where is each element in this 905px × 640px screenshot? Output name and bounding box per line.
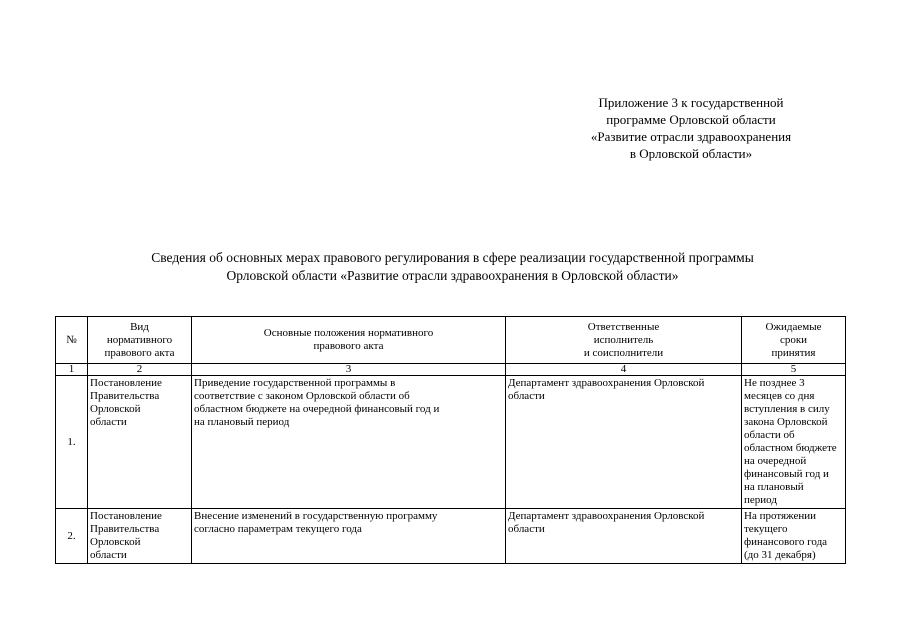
cell-line: Правительства <box>90 390 160 402</box>
header-deadline <box>742 317 846 364</box>
title-line: Орловской области «Развитие отрасли здравоохранения в Орловской области» <box>226 268 679 283</box>
cell-line: согласно параметрам текущего года <box>194 523 362 535</box>
column-number-row <box>56 364 846 376</box>
executor-cell <box>506 376 742 509</box>
provisions-cell <box>192 509 506 564</box>
cell-line: областном бюджете на очередной финансовый год и <box>194 403 440 415</box>
cell-line: Департамент здравоохранения Орловской <box>508 510 705 522</box>
header-act-type <box>88 317 192 364</box>
header-text: принятия <box>771 346 816 359</box>
cell-line: области <box>508 390 545 402</box>
header-text: исполнитель <box>593 333 654 346</box>
header-text: Ожидаемые <box>765 320 822 333</box>
cell-line: соответствие с законом Орловской области об <box>194 390 410 402</box>
header-executor <box>506 317 742 364</box>
cell-line: Орловской <box>90 536 141 548</box>
cell-line: Постановление <box>90 510 162 522</box>
header-provisions <box>192 317 506 364</box>
executor-cell <box>506 509 742 564</box>
cell-line: Орловской <box>90 403 141 415</box>
appendix-line: программе Орловской области <box>606 112 776 127</box>
cell-line: области <box>90 549 127 561</box>
cell-line: период <box>744 494 777 506</box>
cell-line: (до 31 декабря) <box>744 549 816 561</box>
cell-line: Департамент здравоохранения Орловской <box>508 377 705 389</box>
header-text: сроки <box>779 333 808 346</box>
column-number: 4 <box>506 364 742 376</box>
header-number <box>56 317 88 364</box>
cell-line: Правительства <box>90 523 160 535</box>
header-text: правового акта <box>104 346 175 359</box>
cell-line: месяцев со дня <box>744 390 815 402</box>
header-text: № <box>66 333 77 346</box>
act-type-cell <box>88 509 192 564</box>
column-number: 2 <box>88 364 192 376</box>
cell-line: Не позднее 3 <box>744 377 805 389</box>
cell-line: на очередной <box>744 455 807 467</box>
cell-line: областном бюджете <box>744 442 837 454</box>
cell-line: на плановый <box>744 481 804 493</box>
cell-line: на плановый период <box>194 416 290 428</box>
cell-line: закона Орловской <box>744 416 828 428</box>
cell-line: области <box>508 523 545 535</box>
column-number: 3 <box>192 364 506 376</box>
cell-line: текущего <box>744 523 788 535</box>
title-line: Сведения об основных мерах правового регулирования в сфере реализации государственной программы <box>151 250 754 265</box>
deadline-cell <box>742 376 846 509</box>
cell-line: вступления в силу <box>744 403 830 415</box>
provisions-cell <box>192 376 506 509</box>
header-text: Вид <box>130 320 149 333</box>
header-text: и соисполнители <box>583 346 664 359</box>
cell-line: финансового года <box>744 536 828 548</box>
appendix-note <box>560 94 822 162</box>
column-number: 5 <box>742 364 846 376</box>
act-type-cell <box>88 376 192 509</box>
cell-line: На протяжении <box>744 510 817 522</box>
cell-line: области об <box>744 429 795 441</box>
appendix-line: Приложение 3 к государственной <box>598 95 784 110</box>
row-number: 2. <box>56 509 88 564</box>
cell-line: Внесение изменений в государственную программу <box>194 510 438 522</box>
header-text: Ответственные <box>587 320 660 333</box>
header-text: правового акта <box>313 340 384 352</box>
column-number: 1 <box>56 364 88 376</box>
document-title <box>60 249 845 285</box>
table-row <box>56 509 846 564</box>
table-header-row <box>56 317 846 364</box>
row-number: 1. <box>56 376 88 509</box>
header-text: Основные положения нормативного <box>263 327 434 339</box>
header-text: нормативного <box>106 333 173 346</box>
table-row <box>56 376 846 509</box>
deadline-cell <box>742 509 846 564</box>
cell-line: области <box>90 416 127 428</box>
appendix-line: в Орловской области» <box>629 146 753 161</box>
measures-table <box>55 316 846 564</box>
cell-line: Приведение государственной программы в <box>194 377 396 389</box>
cell-line: Постановление <box>90 377 162 389</box>
cell-line: финансовый год и <box>744 468 829 480</box>
appendix-line: «Развитие отрасли здравоохранения <box>590 129 792 144</box>
